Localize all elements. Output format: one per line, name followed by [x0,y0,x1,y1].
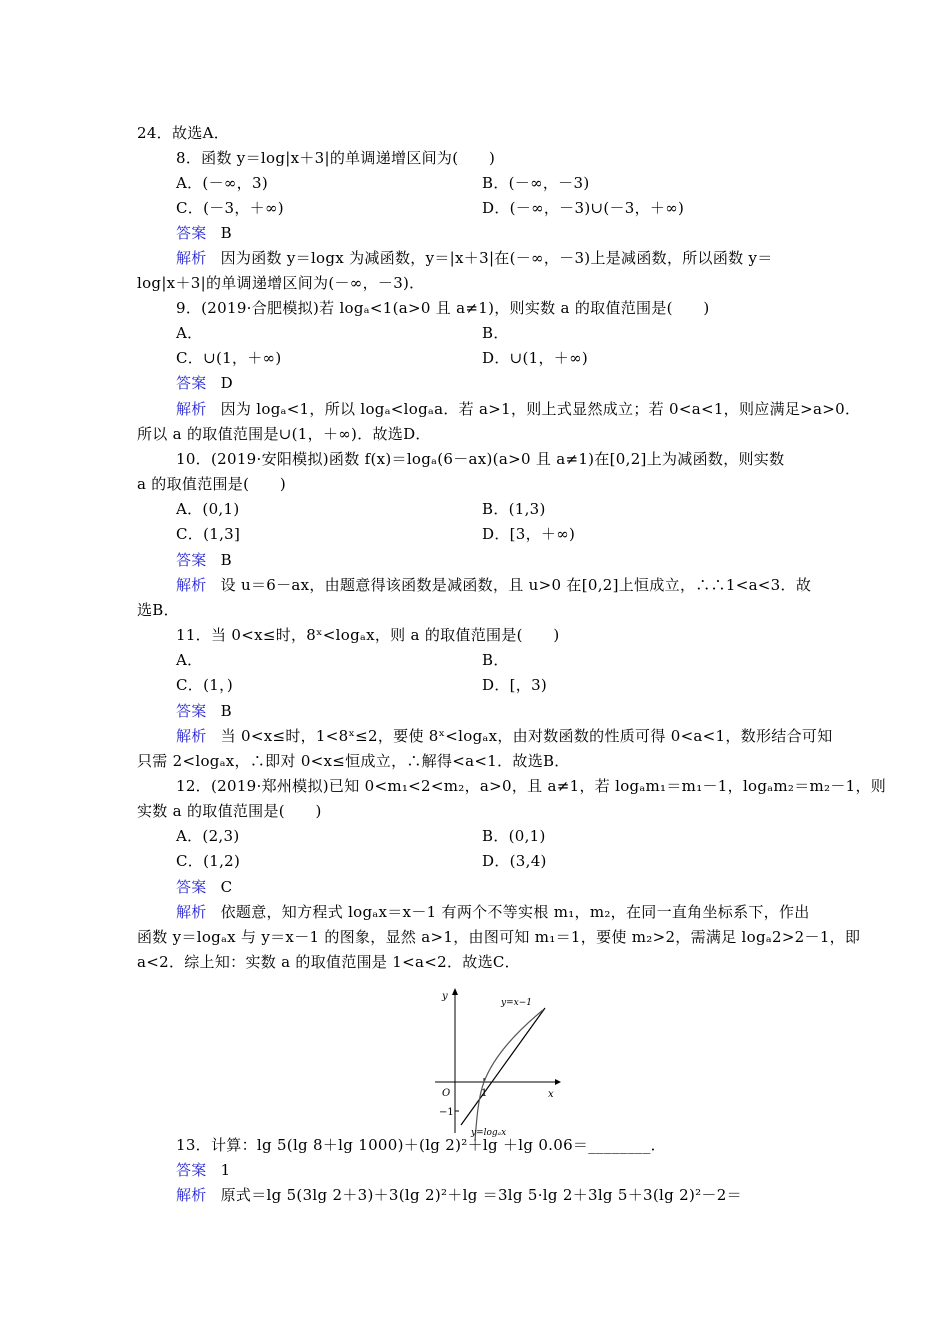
analysis-label: 解析 [176,249,207,267]
question-9: 9．(2019·合肥模拟)若 logₐ<1(a>0 且 a≠1)，则实数 a 的取值范围是( ) [176,299,710,317]
analysis-text: 设 u＝6－ax，由题意得该函数是减函数，且 u>0 在[0,2]上恒成立，∴∴1<a<3．故 [220,576,812,594]
text-line: a<2．综上知：实数 a 的取值范围是 1<a<2．故选C． [137,953,520,971]
text-line: 函数 y＝logₐx 与 y＝x－1 的图象，显然 a>1，由图可知 m₁＝1，要使 m₂>2，需满足 logₐ2>2－1，即 [137,928,861,946]
text-line: 选B． [137,601,179,619]
answer-value: D [220,374,233,392]
analysis-label: 解析 [176,400,207,418]
answer-label: 答案 [176,878,207,896]
option-a: A．(－∞，3) [176,174,268,192]
log-curve [475,1010,543,1141]
answer-label: 答案 [176,1161,207,1179]
text-line: 只需 2<logₐx，∴即对 0<x≤恒成立，∴解得<a<1．故选B． [137,752,570,770]
analysis-line [176,398,860,420]
answer-label: 答案 [176,702,207,720]
analysis-label: 解析 [176,727,207,745]
option-c: C．(－3，＋∞) [176,199,284,217]
option-b: B．(－∞，－3) [482,174,590,192]
y-tick-label: −1 [439,1107,454,1118]
option-b: B． [482,324,509,342]
analysis-label: 解析 [176,1186,207,1204]
x-tick-label: 1 [481,1088,488,1099]
option-d: D．∪(1，＋∞) [482,349,589,367]
analysis-label: 解析 [176,903,207,921]
option-a: A．(2,3) [176,827,240,845]
answer-line [176,876,232,898]
answer-label: 答案 [176,374,207,392]
analysis-line [176,725,833,747]
option-d: D．[，3) [482,676,548,694]
text-line: log|x＋3|的单调递增区间为(－∞，－3)． [137,274,425,292]
answer-value: 1 [220,1161,231,1179]
answer-line [176,700,232,722]
answer-line [176,222,232,244]
answer-value: B [220,551,232,569]
option-d: D．[3，＋∞) [482,525,576,543]
analysis-text: 依题意，知方程式 logₐx＝x－1 有两个不等实根 m₁，m₂，在同一直角坐标系下，作出 [220,903,810,921]
question-10: 10．(2019·安阳模拟)函数 f(x)＝logₐ(6－ax)(a>0 且 a≠1)在[0,2]上为减函数，则实数 [176,450,785,468]
text-line: a 的取值范围是( ) [137,475,287,493]
question-13: 13．计算：lg 5(lg 8＋lg 1000)＋(lg 2)²＋lg ＋lg 0.06＝________． [176,1136,666,1154]
question-11: 11．当 0<x≤时，8ˣ<logₐx，则 a 的取值范围是( ) [176,626,560,644]
option-d: D．(－∞，－3)∪(－3，＋∞) [482,199,685,217]
x-axis-label: x [548,1089,554,1100]
analysis-line [176,901,810,923]
answer-value: B [220,702,232,720]
log-curve-label: y=logₐx [471,1128,507,1138]
question-12: 12．(2019·郑州模拟)已知 0<m₁<2<m₂，a>0，且 a≠1，若 logₐm₁＝m₁－1，logₐm₂＝m₂－1，则 [176,777,887,795]
option-c: C．∪(1，＋∞) [176,349,282,367]
analysis-text: 因为 logₐ<1，所以 logₐ<logₐa．若 a>1，则上式显然成立；若 0<a<1，则应满足>a>0． [220,400,861,418]
analysis-line [176,1184,742,1206]
option-a: A． [176,324,203,342]
answer-label: 答案 [176,551,207,569]
option-c: C．(1,3] [176,525,241,543]
answer-line [176,372,233,394]
line-y-equals-x-minus-1 [461,1008,545,1125]
y-axis-label: y [442,991,448,1002]
analysis-text: 当 0<x≤时，1<8ˣ≤2，要使 8ˣ<logₐx，由对数函数的性质可得 0<a<1，数形结合可知 [220,727,833,745]
analysis-line [176,247,773,269]
question-8: 8．函数 y＝log|x＋3|的单调递增区间为( ) [176,149,496,167]
answer-value: C [220,878,233,896]
function-graph-figure [415,983,575,1145]
option-b: B．(0,1) [482,827,546,845]
text-line: 所以 a 的取值范围是∪(1，＋∞)．故选D． [137,425,431,443]
option-c: C．(1，) [176,676,234,694]
option-c: C．(1,2) [176,852,241,870]
answer-label: 答案 [176,224,207,242]
answer-line [176,549,232,571]
analysis-text: 因为函数 y＝logx 为减函数，y＝|x＋3|在(－∞，－3)上是减函数，所以函数 y＝ [220,249,773,267]
text-line: 实数 a 的取值范围是( ) [137,802,322,820]
answer-line [176,1159,230,1181]
line-label: y=x−1 [501,998,532,1008]
analysis-line [176,574,811,596]
y-axis-arrow [452,988,458,995]
answer-value: B [220,224,232,242]
option-a: A． [176,651,203,669]
option-b: B．(1,3) [482,500,546,518]
analysis-label: 解析 [176,576,207,594]
analysis-text: 原式＝lg 5(3lg 2＋3)＋3(lg 2)²＋lg ＝3lg 5·lg 2＋3lg 5＋3(lg 2)²－2＝ [220,1186,742,1204]
origin-label: O [442,1088,451,1099]
option-d: D．(3,4) [482,852,547,870]
x-axis-arrow [555,1079,561,1085]
text-line: 24．故选A． [137,124,230,142]
option-b: B． [482,651,509,669]
option-a: A．(0,1) [176,500,240,518]
